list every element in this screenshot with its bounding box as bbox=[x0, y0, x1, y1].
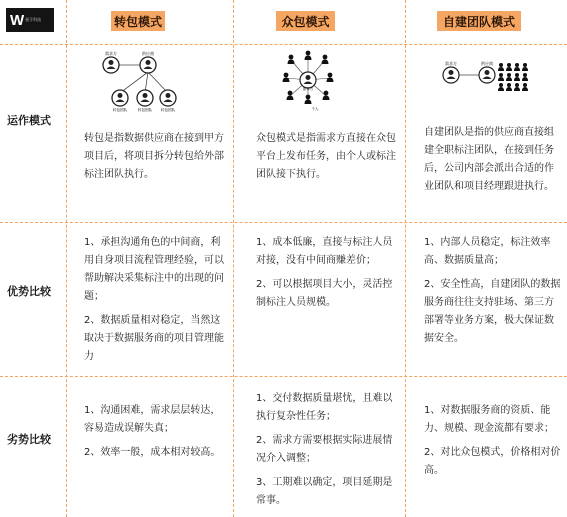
label-client: 需求方 bbox=[445, 61, 457, 66]
worker-person-icon bbox=[323, 91, 330, 100]
team-person-icon bbox=[137, 90, 153, 106]
disadvantages-crowdsourcing bbox=[256, 390, 396, 516]
advantages-inhouse bbox=[424, 234, 562, 354]
vendor-person-icon bbox=[140, 57, 156, 73]
crowdsourcing-diagram bbox=[278, 48, 338, 112]
disadvantages-inhouse bbox=[424, 402, 562, 486]
inhouse-diagram bbox=[435, 58, 529, 92]
worker-person-icon bbox=[322, 55, 329, 64]
advantages-crowdsourcing bbox=[256, 234, 396, 318]
disadvantage-item: 2、需求方需要根据实际进展情况介入调整； bbox=[256, 435, 393, 464]
label-team: 转包团队 bbox=[137, 108, 153, 112]
worker-person-icon bbox=[305, 51, 312, 60]
row-label-operation: 运作模式 bbox=[7, 114, 51, 127]
worker-person-icon bbox=[288, 55, 295, 64]
header-inhouse: 自建团队模式 bbox=[437, 11, 521, 31]
header-crowdsourcing: 众包模式 bbox=[276, 11, 335, 31]
disadvantage-item: 3、工期难以确定，项目延期是常事。 bbox=[256, 477, 393, 506]
worker-person-icon bbox=[283, 73, 290, 82]
team-person-icon bbox=[160, 90, 176, 106]
worker-person-icon bbox=[305, 95, 312, 104]
operation-inhouse: 自建团队是指的供应商直接组建全职标注团队，在接到任务后，公司内部会派出合适的作业团队和项目经理跟进执行。 bbox=[424, 127, 554, 192]
divider-h1 bbox=[0, 44, 567, 45]
divider-h2 bbox=[0, 222, 567, 223]
label-client: 需求方 bbox=[302, 87, 314, 91]
label-team: 转包团队 bbox=[112, 108, 128, 112]
disadvantage-item: 1、沟通困难，需求层层转达，容易造成误解失真； bbox=[84, 405, 221, 434]
divider-v3 bbox=[405, 0, 406, 517]
label-vendor: 供应商 bbox=[481, 61, 493, 66]
disadvantage-item: 1、对数据服务商的资质、能力、规模、现金流都有要求； bbox=[424, 405, 554, 434]
advantage-item: 2、安全性高，自建团队的数据服务商往往支持驻场、第三方部署等业务方案，极大保证数据安全。 bbox=[424, 279, 561, 344]
worker-person-icon bbox=[327, 73, 334, 82]
logo bbox=[6, 8, 54, 32]
advantages-subcontract bbox=[84, 234, 224, 372]
team-group-icon bbox=[498, 63, 528, 91]
advantage-item: 2、可以根据项目大小，灵活控制标注人员规模。 bbox=[256, 279, 393, 308]
operation-subcontract: 转包是指数据供应商在接到甲方项目后，将项目拆分转包给外部标注团队执行。 bbox=[84, 133, 224, 180]
advantage-item: 1、成本低廉，直接与标注人员对接，没有中间商赚差价； bbox=[256, 237, 393, 266]
row-label-disadvantages: 劣势比较 bbox=[7, 433, 51, 446]
disadvantage-item: 2、效率一般，成本相对较高。 bbox=[84, 447, 221, 458]
disadvantage-item: 2、对比众包模式，价格相对价高。 bbox=[424, 447, 561, 476]
label-team: 转包团队 bbox=[160, 108, 176, 112]
divider-h3 bbox=[0, 376, 567, 377]
disadvantages-subcontract bbox=[84, 402, 224, 468]
logo-text: 曼孚科技 bbox=[25, 17, 42, 22]
label-individual: 个人 bbox=[311, 107, 319, 111]
row-label-advantages: 优势比较 bbox=[7, 285, 51, 298]
client-person-icon bbox=[103, 57, 119, 73]
advantage-item: 2、数据质量相对稳定，当然这取决于数据服务商的项目管理能力 bbox=[84, 315, 224, 362]
divider-v2 bbox=[233, 0, 234, 517]
advantage-item: 1、内部人员稳定，标注效率高、数据质量高； bbox=[424, 237, 551, 266]
advantage-item: 1、承担沟通角色的中间商，利用自身项目流程管理经验，可以帮助解决采集标注中的出现的问题； bbox=[84, 237, 224, 302]
operation-crowdsourcing: 众包模式是指需求方直接在众包平台上发布任务，由个人或标注团队接下执行。 bbox=[256, 133, 396, 180]
header-subcontract: 转包模式 bbox=[111, 11, 165, 31]
disadvantage-item: 1、交付数据质量堪忧，且难以执行复杂性任务； bbox=[256, 393, 393, 422]
worker-person-icon bbox=[287, 91, 294, 100]
subcontract-diagram bbox=[95, 50, 215, 112]
label-client: 需求方 bbox=[105, 51, 117, 56]
team-person-icon bbox=[112, 90, 128, 106]
label-vendor: 供应商 bbox=[142, 51, 154, 56]
divider-v1 bbox=[66, 0, 67, 517]
logo-mark: W bbox=[10, 11, 22, 29]
